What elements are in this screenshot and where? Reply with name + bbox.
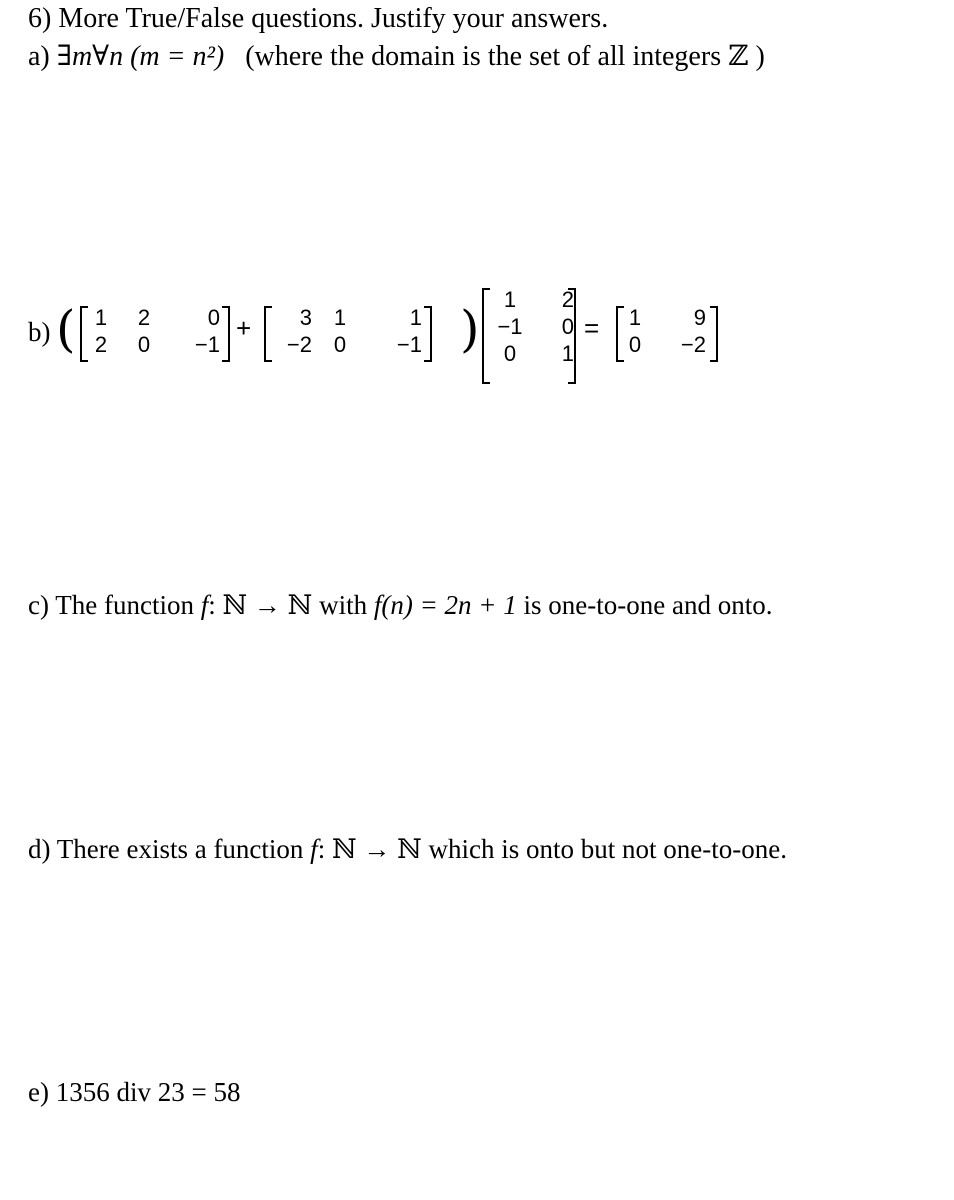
question-header-text: 6) More True/False questions. Justify your answers. <box>28 3 609 34</box>
matrix-c-cell: 1 <box>503 287 517 312</box>
matrix-b-row <box>270 331 422 358</box>
matrix-a-cell: −1 <box>194 332 220 357</box>
question-d-prefix: d) There exists a function <box>28 834 311 864</box>
matrix-d-cell: 0 <box>628 332 642 357</box>
plus-sign: + <box>236 313 252 343</box>
matrix-c-row <box>490 313 574 340</box>
open-paren: ( <box>56 300 76 358</box>
question-d-suffix: : ℕ → ℕ which is onto but not one-to-one. <box>317 834 787 864</box>
matrix-a-cell: 0 <box>207 305 220 330</box>
question-b-label: b) <box>28 317 51 347</box>
matrix-c-row <box>490 286 574 313</box>
matrix-d-row <box>622 331 706 358</box>
matrix-b-cell: 1 <box>409 305 422 330</box>
question-a-label: a) <box>28 41 57 72</box>
matrix-d-right-bracket <box>710 306 718 362</box>
matrix-c-left-bracket <box>482 288 490 384</box>
question-c-f: f <box>200 590 209 620</box>
matrix-a <box>86 304 220 358</box>
matrix-a-cell: 2 <box>137 305 151 330</box>
matrix-b-right-bracket <box>424 306 432 362</box>
matrix-b-cell: 3 <box>299 305 312 330</box>
matrix-a-cell: 1 <box>94 305 108 330</box>
matrix-c-cell: 1 <box>561 341 574 366</box>
question-c-prefix: c) The function <box>28 590 201 620</box>
matrix-d <box>622 304 706 358</box>
question-d-f: f <box>310 834 318 864</box>
question-c-rule: (n) = 2n + 1 <box>381 590 517 620</box>
matrix-c-cell: 2 <box>561 287 574 312</box>
matrix-b-cell: −2 <box>286 332 312 357</box>
matrix-b-cell: 1 <box>333 305 347 330</box>
question-d <box>28 835 787 865</box>
matrix-c-cell: 0 <box>561 314 574 339</box>
matrix-c-cell: −1 <box>497 314 523 339</box>
close-paren: ) <box>460 300 480 358</box>
matrix-c-row <box>490 340 574 367</box>
matrix-b-row <box>270 304 422 331</box>
question-header <box>28 4 608 35</box>
question-e-text: e) 1356 div 23 = 58 <box>28 1077 241 1107</box>
matrix-c <box>490 286 574 367</box>
question-e <box>28 1078 240 1108</box>
matrix-a-row <box>86 304 220 331</box>
matrix-d-cell: 9 <box>693 305 706 330</box>
question-c <box>28 591 772 621</box>
equals-sign: = <box>584 313 600 343</box>
question-a <box>28 42 765 73</box>
matrix-a-row <box>86 331 220 358</box>
matrix-b-cell: −1 <box>396 332 422 357</box>
matrix-d-cell: −2 <box>680 332 706 357</box>
matrix-c-right-bracket <box>568 288 576 384</box>
question-c-fn: f <box>373 590 382 620</box>
question-a-note: (where the domain is the set of all integers ℤ ) <box>245 41 765 72</box>
matrix-a-cell: 0 <box>137 332 151 357</box>
matrix-b-cell: 0 <box>333 332 347 357</box>
matrix-d-row <box>622 304 706 331</box>
matrix-a-cell: 2 <box>94 332 108 357</box>
question-a-formula: ∃m∀n (m = n²) <box>56 41 225 72</box>
matrix-c-cell: 0 <box>503 341 517 366</box>
question-c-map: : ℕ → ℕ with <box>208 590 374 620</box>
matrix-d-cell: 1 <box>628 305 642 330</box>
matrix-b <box>270 304 422 358</box>
question-c-suffix: is one-to-one and onto. <box>516 590 773 620</box>
matrix-a-right-bracket <box>222 306 230 362</box>
